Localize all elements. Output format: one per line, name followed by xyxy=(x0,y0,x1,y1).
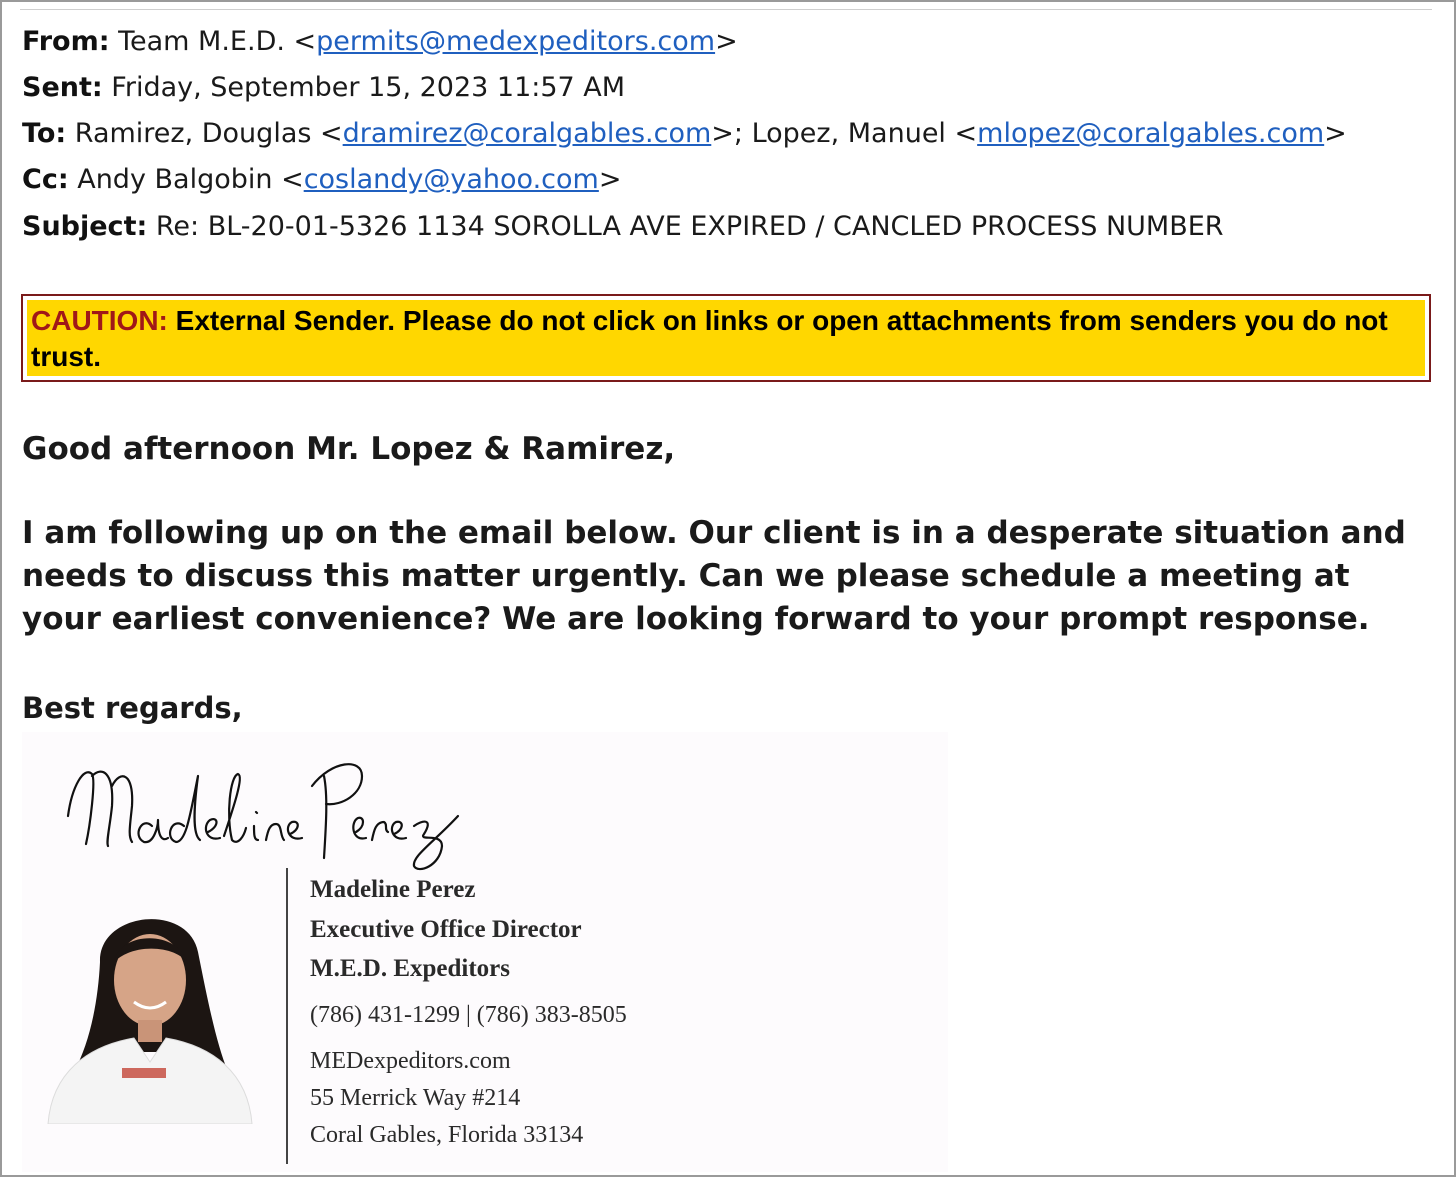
from-email-link[interactable]: permits@medexpeditors.com xyxy=(316,26,716,57)
caution-label: CAUTION: xyxy=(31,305,168,336)
to-email-link-1[interactable]: dramirez@coralgables.com xyxy=(342,118,712,149)
greeting: Good afternoon Mr. Lopez & Ramirez, xyxy=(22,431,676,467)
cc-close: > xyxy=(598,164,622,195)
sig-address-line1: 55 Merrick Way #214 xyxy=(310,1085,521,1111)
sig-website[interactable]: MEDexpeditors.com xyxy=(310,1048,511,1074)
to-row xyxy=(22,117,1347,151)
subject-row xyxy=(22,210,1224,244)
to-name-1: Ramirez, Douglas < xyxy=(74,118,343,149)
from-label: From: xyxy=(22,26,110,57)
profile-photo xyxy=(38,902,262,1124)
handwritten-signature xyxy=(62,746,482,876)
from-row xyxy=(22,25,738,59)
cc-label: Cc: xyxy=(22,164,69,195)
subject-value: Re: BL-20-01-5326 1134 SOROLLA AVE EXPIRED / CANCLED PROCESS NUMBER xyxy=(155,211,1224,242)
subject-label: Subject: xyxy=(22,211,148,242)
closing: Best regards, xyxy=(22,691,243,725)
sig-name: Madeline Perez xyxy=(310,876,476,903)
to-email-link-2[interactable]: mlopez@coralgables.com xyxy=(977,118,1325,149)
sent-row xyxy=(22,71,625,105)
to-label: To: xyxy=(22,118,67,149)
to-close: > xyxy=(1324,118,1347,149)
sig-title: Executive Office Director xyxy=(310,916,582,943)
signature-card xyxy=(22,732,948,1172)
to-separator: >; Lopez, Manuel < xyxy=(711,118,978,149)
from-close: > xyxy=(715,26,738,57)
cc-row xyxy=(22,163,621,197)
sent-value: Friday, September 15, 2023 11:57 AM xyxy=(111,72,626,103)
caution-banner-inner xyxy=(27,300,1425,376)
caution-banner xyxy=(21,294,1431,382)
signature-divider xyxy=(286,868,288,1164)
sig-phones: (786) 431-1299 | (786) 383-8505 xyxy=(310,1002,627,1028)
sig-address-line2: Coral Gables, Florida 33134 xyxy=(310,1122,584,1148)
body-paragraph: I am following up on the email below. Our client is in a desperate situation and needs to discuss this matter urgently. Can we please schedule a meeting at your earliest convenience? We are looking forward to your prompt response. xyxy=(22,515,1406,637)
caution-message: External Sender. Please do not click on links or open attachments from senders you do not trust. xyxy=(31,305,1388,372)
cc-email-link[interactable]: coslandy@yahoo.com xyxy=(303,164,599,195)
cc-name: Andy Balgobin < xyxy=(77,164,304,195)
divider xyxy=(20,9,1432,10)
sig-company: M.E.D. Expeditors xyxy=(310,955,510,982)
from-name: Team M.E.D. < xyxy=(118,26,317,57)
sent-label: Sent: xyxy=(22,72,103,103)
